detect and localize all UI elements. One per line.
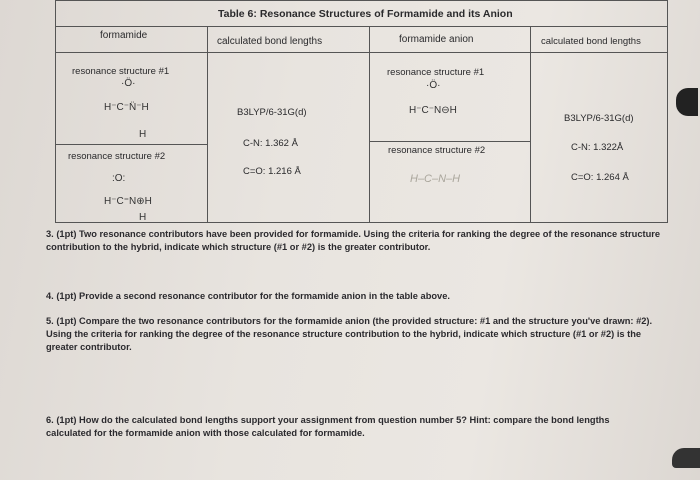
header-formamide-anion: formamide anion	[399, 34, 474, 45]
formamide-co-length: C=O: 1.216 Å	[243, 166, 301, 177]
formamide-rs1-oxygen: ·Ö·	[121, 78, 136, 89]
anion-rs1-label: resonance structure #1	[387, 67, 485, 78]
anion-method: B3LYP/6-31G(d)	[564, 113, 634, 124]
formamide-rs2-oxygen: :O:	[112, 173, 126, 184]
question-4: 4. (1pt) Provide a second resonance contributor for the formamide anion in the table above.	[46, 291, 450, 301]
formamide-rs2-hydrogen: H	[139, 212, 147, 223]
formamide-cn-length: C-N: 1.362 Å	[243, 138, 298, 149]
table-title: Table 6: Resonance Structures of Formamide and its Anion	[218, 8, 513, 20]
anion-co-length: C=O: 1.264 Å	[571, 172, 629, 183]
formamide-rs1-label: resonance structure #1	[72, 66, 170, 77]
question-5: 5. (1pt) Compare the two resonance contributors for the formamide anion (the provided structure: #1 and the structure you've drawn: #2). Using the criteria for ranking the degree of the resonance structure contribution to the hybrid, indicate which structure (#1 or #2) is the greater contributor.	[46, 316, 653, 352]
anion-rs1-backbone: H⁻C⁻N⊖H	[409, 105, 457, 116]
formamide-rs1-backbone: H⁻C⁻N̈⁻H	[104, 102, 149, 113]
anion-rs2-handwritten-structure: H–C–N–H	[410, 173, 461, 185]
header-formamide: formamide	[100, 30, 148, 41]
question-6: 6. (1pt) How do the calculated bond lengths support your assignment from question number 5? Hint: compare the bond lengths calculated for the formamide anion with those calculated for formamide.	[46, 415, 610, 438]
binder-clip-icon	[676, 88, 698, 116]
anion-rs1-oxygen: ·Ö·	[426, 80, 441, 91]
formamide-method: B3LYP/6-31G(d)	[237, 107, 307, 118]
header-bond-lengths: calculated bond lengths	[217, 36, 323, 47]
formamide-rs2-backbone: H⁻C⁼N⊕H	[104, 196, 152, 207]
anion-rs2-label: resonance structure #2	[388, 145, 486, 156]
binder-clip-bottom-icon	[672, 448, 700, 468]
formamide-rs1-hydrogen: H	[139, 129, 147, 140]
question-3: 3. (1pt) Two resonance contributors have been provided for formamide. Using the criteria for ranking the degree of the resonance structure contribution to the hybrid, indicate which structure (#1 or #2) is the greater contributor.	[46, 229, 661, 252]
anion-cn-length: C-N: 1.322Å	[571, 142, 624, 153]
formamide-rs2-label: resonance structure #2	[68, 151, 166, 162]
header-bond-lengths-anion: calculated bond lengths	[541, 36, 641, 47]
